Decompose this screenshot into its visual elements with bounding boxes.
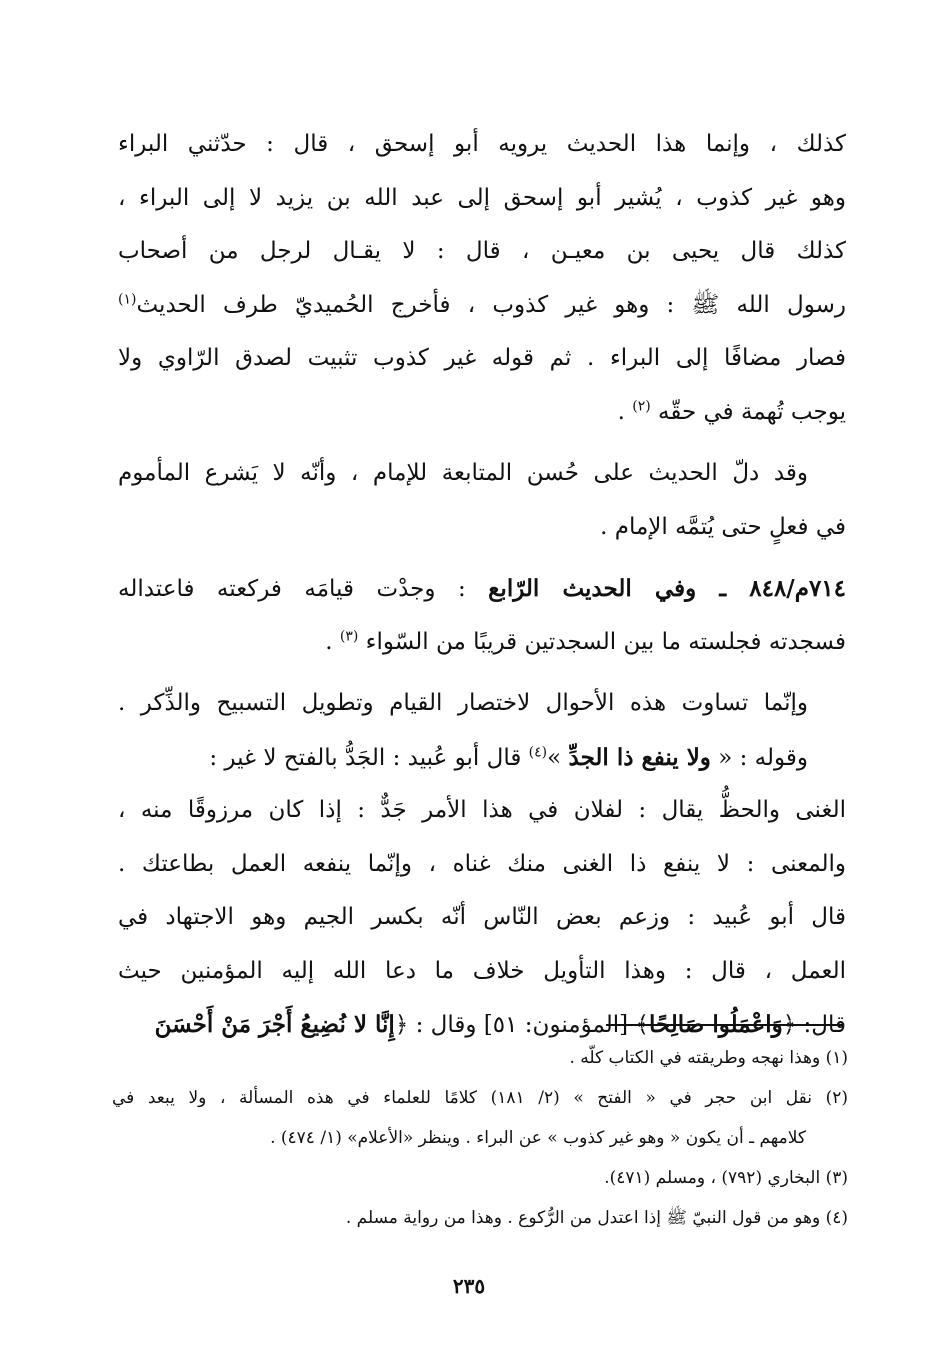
- line-text: قال: ﴿: [782, 1012, 846, 1038]
- footnote-marker-2: (٢): [632, 397, 651, 414]
- quran-quote: إِنَّا لا نُضِيعُ أَجْرَ مَنْ أَحْسَنَ: [154, 1011, 395, 1038]
- line-text: رسول الله ﷺ : وهو غير كذوب ، فأخرج الحُميديّ طرف الحديث: [136, 291, 846, 318]
- quran-quote: وَاعْمَلُوا صَالِحًا: [648, 1011, 783, 1038]
- line-text: قال أبو عُبيد : الجَدُّ بالفتح لا غير :: [209, 744, 529, 771]
- text-line: وهو غير كذوب ، يُشير أبو إسحق إلى عبد الله بن يزيد لا إلى البراء ،: [118, 184, 846, 211]
- text-line: كذلك ، وإنما هذا الحديث يرويه أبو إسحق ، قال : حدّثني البراء: [118, 131, 846, 157]
- page-number: ٢٣٥: [452, 1274, 486, 1298]
- line-text: فسجدته فجلسته ما بين السجدتين قريبًا من السّواء: [365, 628, 846, 655]
- line-text: يوجب تُهمة في حقّه: [658, 398, 846, 425]
- text-line: الغنى والحظُّ يقال : لفلان في هذا الأمر جَدٌّ : إذا كان مرزوقًا منه ،: [118, 797, 846, 823]
- footnote-marker-3: (٣): [339, 627, 359, 644]
- text-line: قال أبو عُبيد : وزعم بعض النّاس أنّه بكسر الجيم وهو الاجتهاد في: [118, 904, 846, 930]
- text-line: فصار مضافًا إلى البراء . ثم قوله غير كذوب تثبيت لصدق الرّاوي ولا: [118, 345, 846, 371]
- period: .: [325, 628, 340, 655]
- footnote-separator: [606, 1024, 844, 1026]
- closing-bracket: »: [547, 744, 562, 771]
- footnote-marker-4: (٤): [528, 743, 548, 760]
- period: .: [617, 398, 633, 425]
- text-line: كذلك قال يحيى بن معيـن ، قال : لا يقـال لرجل من أصحاب: [118, 238, 846, 264]
- text-line: والمعنى : لا ينفع ذا الغنى منك غناه ، وإنّما ينفعه العمل بطاعتك .: [118, 850, 846, 877]
- main-text: [118, 118, 846, 1052]
- footnote-4: (٤) وهو من قول النبيّ ﷺ إذا اعتدل من الرُّكوع . وهذا من رواية مسلم .: [345, 1208, 848, 1228]
- text-line: [118, 616, 846, 670]
- footnotes: [112, 1038, 848, 1238]
- line-text: ﴾ [المؤمنون: ٥١] وقال : ﴿: [394, 1012, 649, 1038]
- quoted-phrase: ولا ينفع ذا الجدِّ: [568, 743, 711, 771]
- text-line: [118, 279, 846, 333]
- hadith-heading-line: [118, 562, 846, 616]
- footnote-3: (٣) البخاري (٧٩٢) ، ومسلم (٤٧١).: [604, 1168, 848, 1188]
- text-line: وإنّما تساوت هذه الأحوال لاختصار القيام وتطويل التسبيح والذِّكر .: [118, 690, 808, 716]
- footnote-1: (١) وهذا نهجه وطريقته في الكتاب كلّه .: [569, 1048, 848, 1068]
- line-text: وقوله : «: [718, 744, 808, 771]
- hadith-number: ٧١٤م/٨٤٨ ـ وفي الحديث الرّابع: [488, 575, 846, 602]
- text-line: [118, 386, 846, 440]
- footnote-marker-1: (١): [118, 290, 137, 307]
- footnote-2-continued: كلامهم ـ أن يكون « وهو غير كذوب » عن البراء . وينظر «الأعلام» (١/ ٤٧٤) .: [270, 1128, 806, 1148]
- line-text: : وجدْت قيامَه فركعته فاعتداله: [118, 576, 489, 602]
- text-line: [118, 731, 846, 785]
- footnote-2: (٢) نقل ابن حجر في « الفتح » (٢/ ١٨١) كلامًا للعلماء في هذه المسألة ، ولا يبعد في: [112, 1088, 848, 1108]
- text-line: وقد دلّ الحديث على حُسن المتابعة للإمام ، وأنّه لا يَشرع المأموم: [118, 460, 808, 486]
- text-line: العمل ، قال : وهذا التأويل خلاف ما دعا الله إليه المؤمنين حيث: [118, 957, 846, 984]
- text-line: في فعلٍ حتى يُتمَّه الإمام .: [600, 513, 846, 540]
